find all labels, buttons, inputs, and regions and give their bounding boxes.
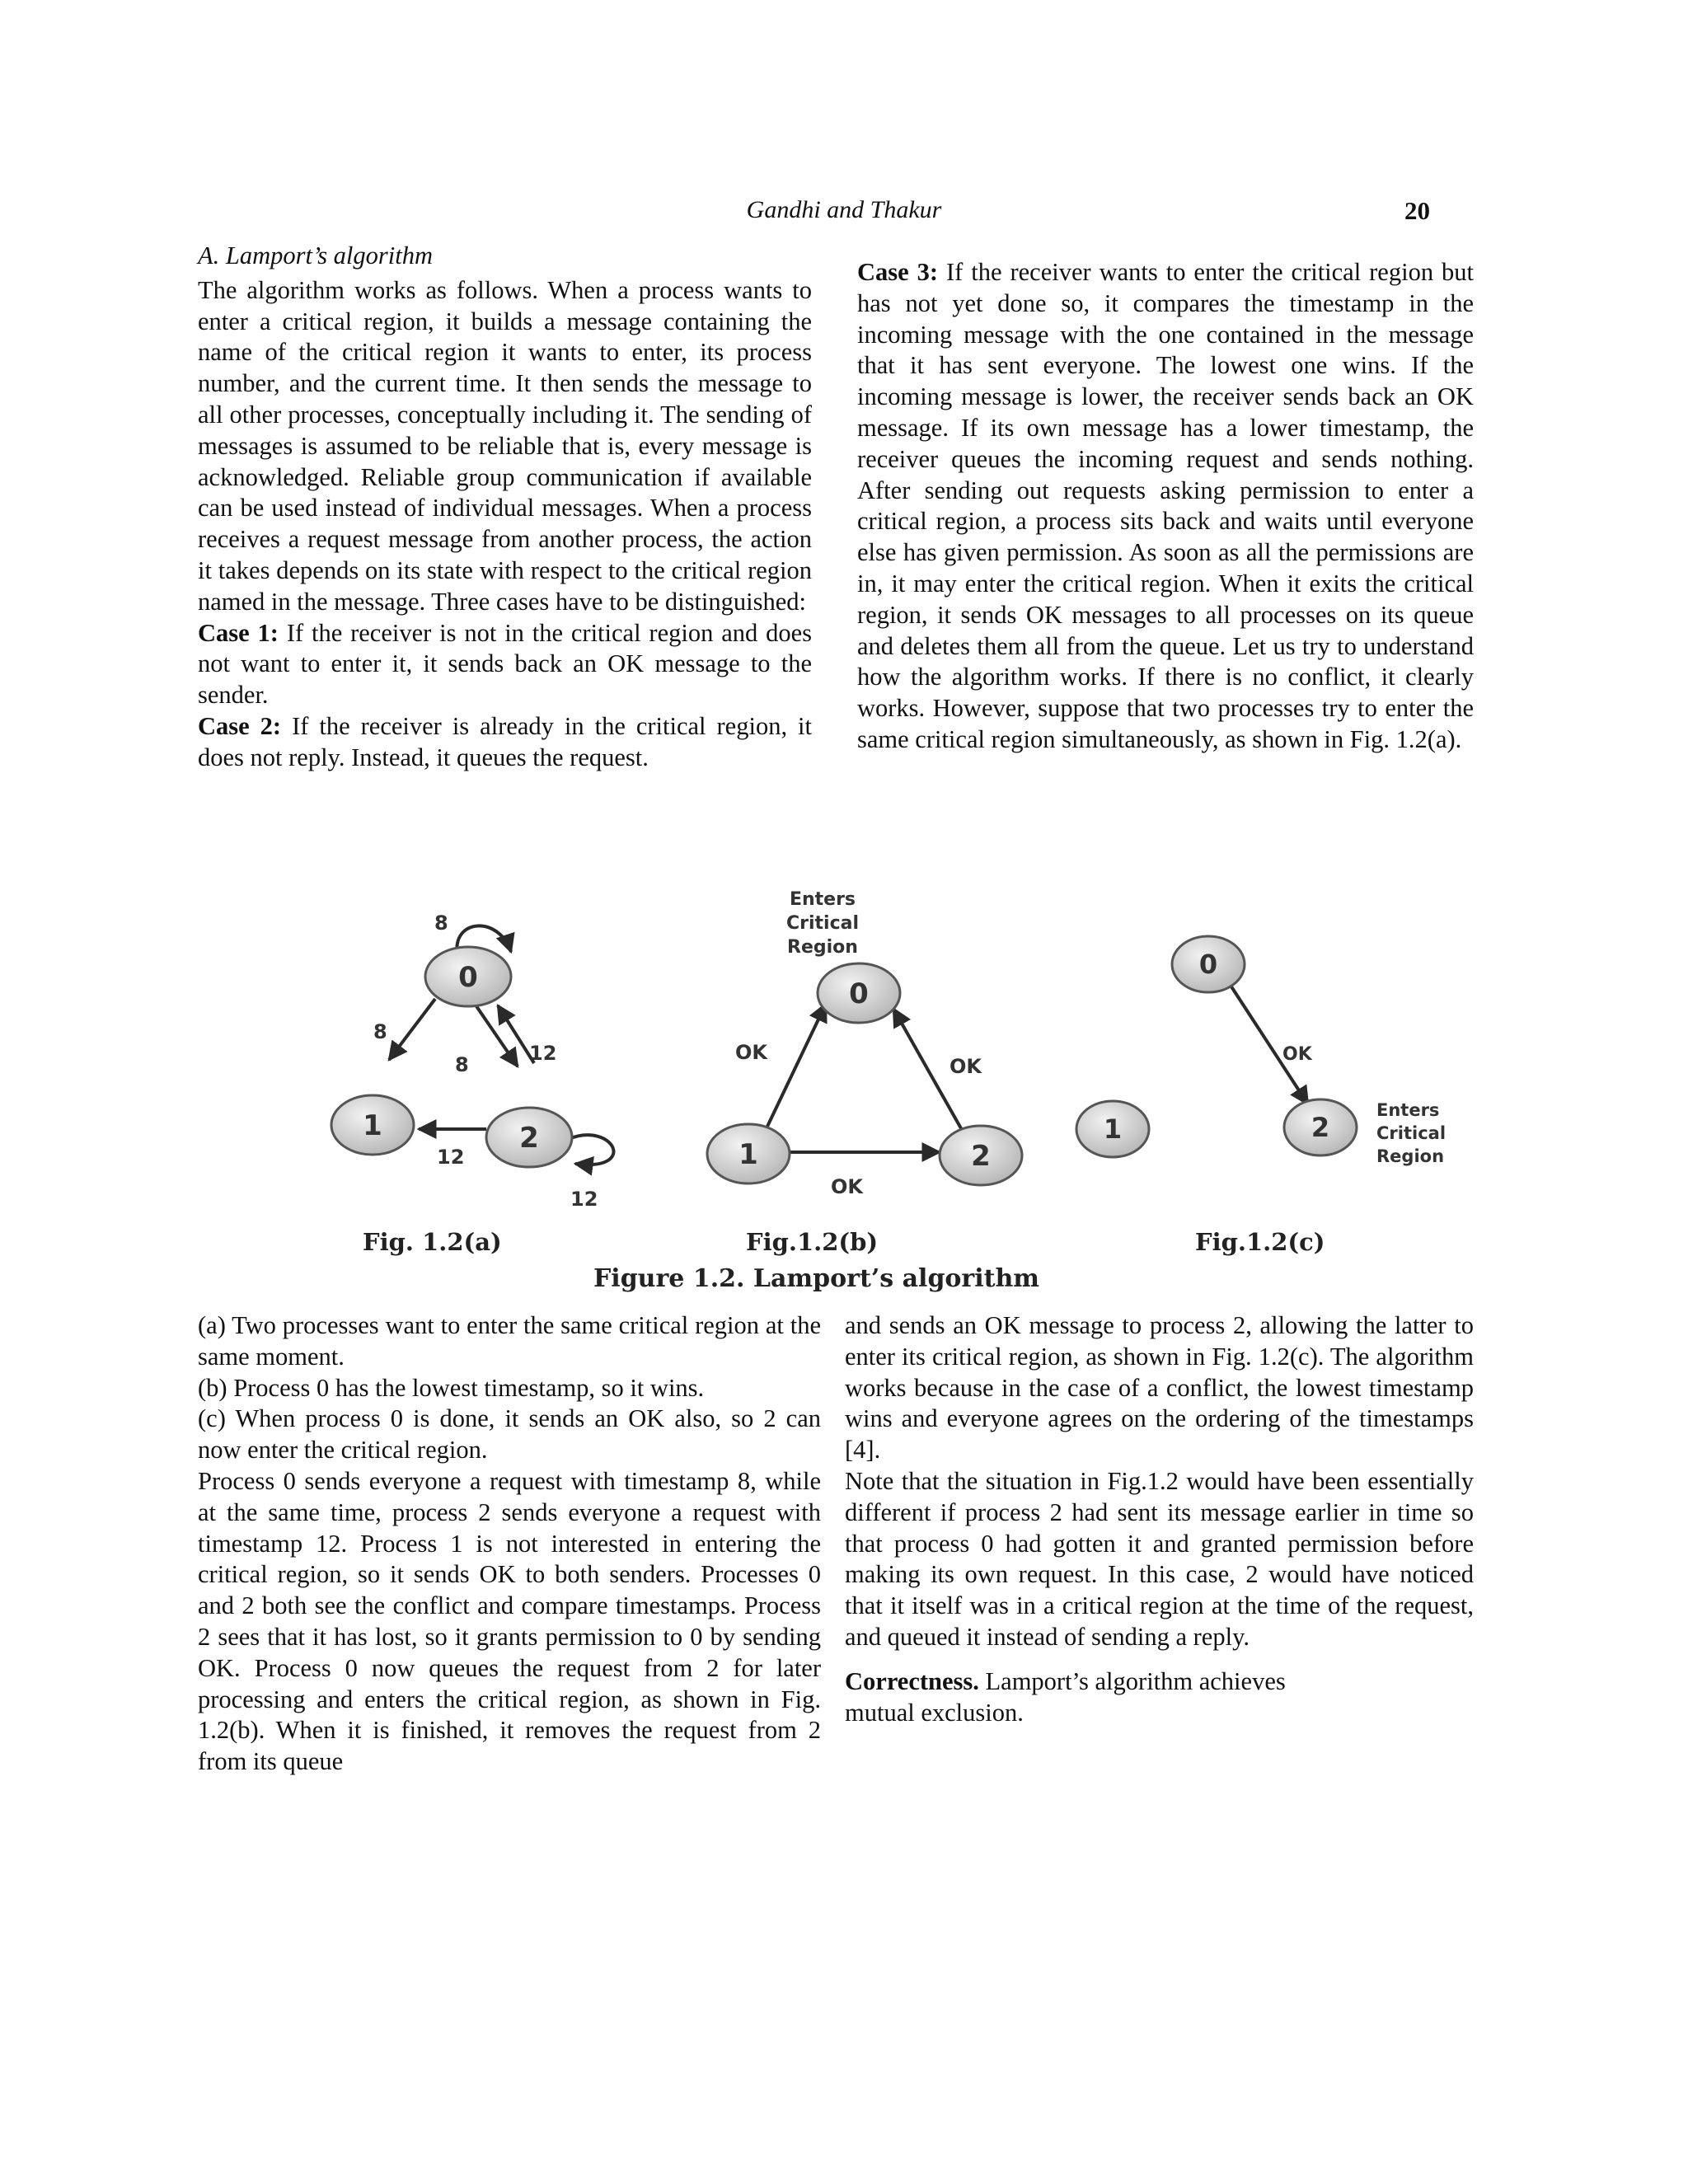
edge-label-a-8-loop: 8 (434, 912, 448, 935)
enters-label-c-1: Enters (1376, 1100, 1440, 1120)
figure-sub-b: Fig.1.2(b) (746, 1228, 879, 1256)
continuation-paragraph: and sends an OK message to process 2, allowing the latter to enter its critical region, as shown in Fig. 1.2(c). The algorithm works because in the case of a conflict, the lowest timestamp wins and everyone agrees on the ordering of the timestamps [4]. (845, 1311, 1474, 1465)
edge-a-2-self-loop (569, 1135, 613, 1165)
case1-paragraph (198, 618, 812, 711)
figure-sub-a: Fig. 1.2(a) (363, 1228, 502, 1256)
right-column-top (857, 257, 1474, 756)
diagram-a (331, 912, 613, 1211)
edge-label-b-ok-right: OK (950, 1055, 982, 1078)
explanation-paragraph: Process 0 sends everyone a request with timestamp 8, while at the same time, process 2 sends everyone a request with timestamp 12. Process 1 is not interested in entering the critical region, so it sends OK to both senders. Processes 0 and 2 both see the conflict and compare timestamps. Process 2 sees that it has lost, so it grants permission to 0 by sending OK. Process 0 now queues the request from 2 for later processing and enters the critical region, as shown in Fig. 1.2(b). When it is finished, it removes the request from 2 from its queue (198, 1466, 821, 1776)
enters-label-b-2: Critical (785, 913, 860, 934)
figure-lamport (313, 874, 1451, 1302)
figure-caption: Figure 1.2. Lamport’s algorithm (593, 1264, 1040, 1293)
edge-label-a-8-mid: 8 (455, 1053, 469, 1076)
left-column-bottom (198, 1310, 821, 1778)
edge-a-0-to-1 (389, 999, 435, 1060)
diagram-c (1076, 936, 1446, 1166)
case1-label: Case 1: (198, 618, 279, 647)
case3-text: If the receiver wants to enter the critical region but has not yet done so, it compares the timestamp in the incoming message with the one contained in the message that it has sent everyone. The lowest one wins. If the incoming message is lower, the receiver sends back an OK message. If its own message has a lower timestamp, the receiver queues the incoming request and sends nothing. After sending out requests asking permission to enter a critical region, a process sits back and waits until everyone else has given permission. As soon as all the permissions are in, it may enter the critical region. When it exits the critical region, it sends OK messages to all processes on its queue and deletes them all from the queue. Let us try to understand how the algorithm works. If there is no conflict, it clearly works. However, suppose that two processes try to enter the same critical region simultaneously, as shown in Fig. 1.2(a). (857, 258, 1474, 753)
edge-label-a-12-bottom: 12 (437, 1146, 465, 1169)
node-c-2-label: 2 (1311, 1112, 1330, 1143)
case2-paragraph (198, 711, 812, 774)
node-b-0-label: 0 (849, 977, 869, 1010)
case3-paragraph (857, 257, 1474, 756)
enters-label-c-3: Region (1376, 1146, 1445, 1166)
case3-label: Case 3: (857, 258, 939, 286)
figure-diagrams (313, 874, 1451, 1236)
figure-sub-c: Fig.1.2(c) (1195, 1228, 1325, 1256)
edge-label-a-8-left: 8 (373, 1020, 387, 1043)
edge-a-0-to-2 (475, 1004, 518, 1066)
caption-item-b: (b) Process 0 has the lowest timestamp, so it wins. (198, 1373, 705, 1402)
edge-b-2-to-0 (893, 1009, 973, 1149)
note-paragraph: Note that the situation in Fig.1.2 would have been essentially different if process 2 had sent its message earlier in time so that process 0 had gotten it and granted permission before making its own request. In this case, 2 would have noticed that it itself was in a critical region at the time of the request, and queued it instead of sending a reply. (845, 1466, 1474, 1651)
node-b-1-label: 1 (738, 1138, 758, 1171)
left-column-top (198, 241, 812, 774)
node-a-0-label: 0 (458, 961, 478, 994)
node-b-2-label: 2 (971, 1140, 991, 1173)
case2-label: Case 2: (198, 711, 282, 740)
page-number: 20 (1404, 196, 1430, 225)
enters-label-b-1: Enters (789, 889, 856, 910)
section-title: A. Lamport’s algorithm (198, 241, 433, 269)
enters-label-c-2: Critical (1376, 1123, 1447, 1143)
node-a-1-label: 1 (363, 1109, 382, 1142)
right-column-bottom (845, 1310, 1474, 1728)
correctness-label: Correctness. (845, 1666, 979, 1695)
enters-label-b-3: Region (787, 937, 858, 958)
node-a-2-label: 2 (519, 1122, 539, 1155)
edge-c-0-to-2 (1226, 979, 1308, 1104)
correctness-paragraph (845, 1666, 1339, 1729)
caption-item-a: (a) Two processes want to enter the same critical region at the same moment. (198, 1311, 821, 1371)
diagram-b (707, 889, 1022, 1198)
case2-text: If the receiver is already in the critical region, it does not reply. Instead, it queues the request. (198, 711, 813, 771)
edge-label-b-ok-left: OK (735, 1041, 767, 1064)
case1-text: If the receiver is not in the critical region and does not want to enter it, it sends back an OK message to the sender. (198, 618, 812, 710)
edge-label-a-12-loop: 12 (570, 1188, 598, 1211)
running-header (0, 196, 1688, 232)
correctness-text: Lamport’s algorithm achieves mutual exclusion. (845, 1666, 1286, 1727)
node-c-0-label: 0 (1198, 949, 1218, 980)
node-c-1-label: 1 (1103, 1113, 1123, 1145)
running-header-authors: Gandhi and Thakur (746, 196, 942, 223)
edge-label-a-12-right: 12 (529, 1042, 557, 1065)
edge-label-c-ok: OK (1282, 1044, 1312, 1065)
caption-item-c: (c) When process 0 is done, it sends an OK also, so 2 can now enter the critical region. (198, 1404, 821, 1465)
edge-label-b-ok-bottom: OK (831, 1175, 863, 1198)
intro-paragraph: The algorithm works as follows. When a process wants to enter a critical region, it builds a message containing the name of the critical region it wants to enter, its process number, and the current time. It then sends the message to all other processes, conceptually including it. The sending of messages is assumed to be reliable that is, every message is acknowledged. Reliable group communication if available can be used instead of individual messages. When a process receives a request message from another process, the action it takes depends on its state with respect to the critical region named in the message. Three cases have to be distinguished: (198, 275, 812, 616)
